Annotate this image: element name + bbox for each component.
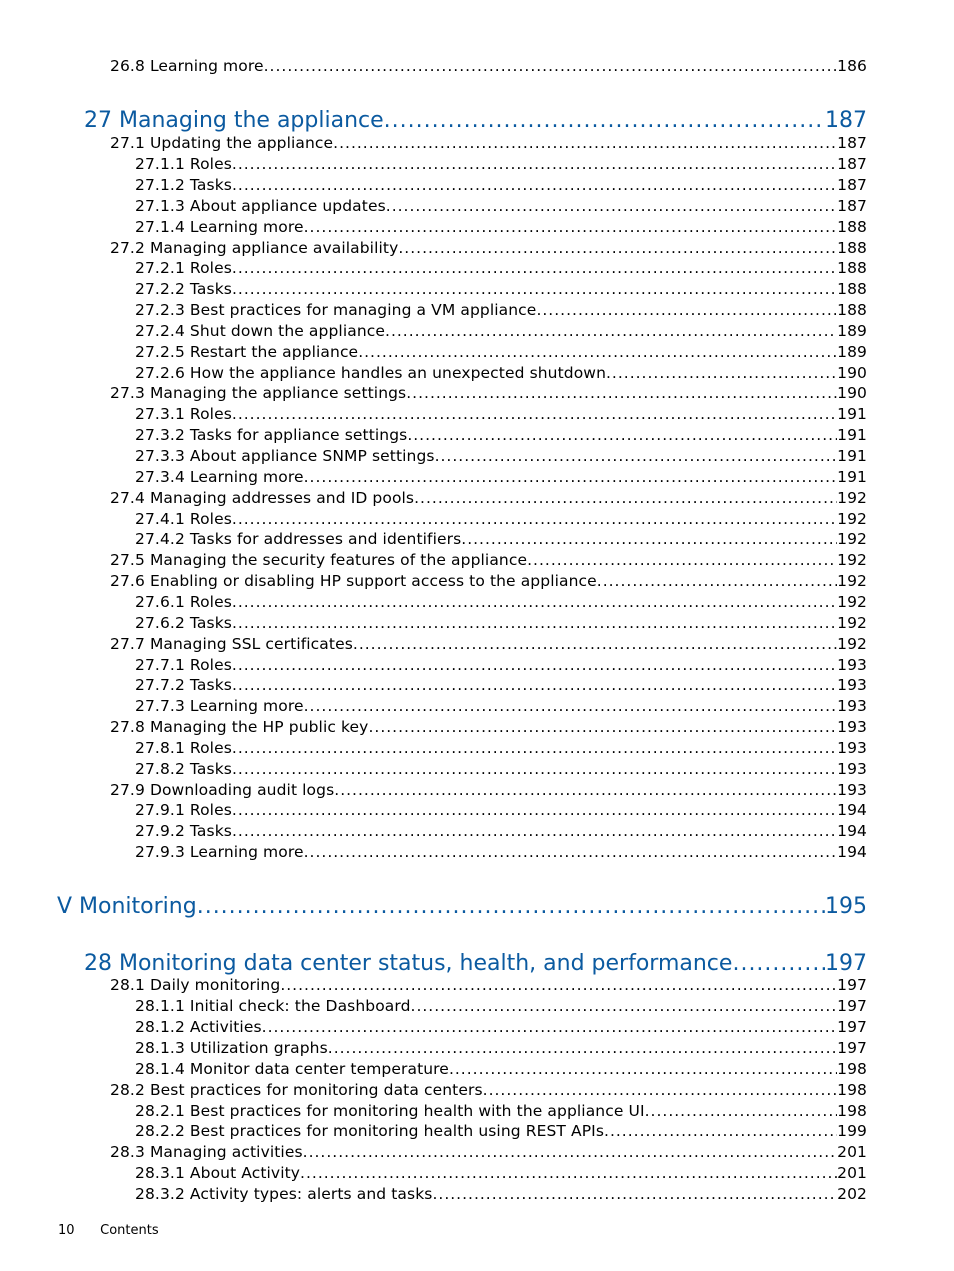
toc-entry-title: 27.7 Managing SSL certificates: [110, 635, 353, 653]
toc-entry-title: 26.8 Learning more: [110, 57, 264, 75]
dot-leader: [328, 1038, 837, 1058]
toc-entry-page: 189: [837, 343, 867, 361]
toc-entry-title: 27.1.3 About appliance updates: [135, 197, 386, 215]
dot-leader: [536, 300, 837, 320]
toc-entry-title: 27.8 Managing the HP public key: [110, 718, 369, 736]
toc-entry-title: 27.2.5 Restart the appliance: [135, 343, 359, 361]
toc-entry[interactable]: [110, 550, 867, 570]
toc-entry-page: 187: [837, 155, 867, 173]
toc-entry-title: 27.6.1 Roles: [135, 593, 232, 611]
toc-entry-title: 27.3.1 Roles: [135, 405, 232, 423]
dot-leader: [461, 529, 837, 549]
toc-entry-page: 192: [837, 530, 867, 548]
dot-leader: [232, 592, 837, 612]
dot-leader: [304, 467, 838, 487]
toc-entry-title: 27.2.6 How the appliance handles an unexpected shutdown: [135, 364, 606, 382]
toc-entry[interactable]: [110, 975, 867, 995]
dot-leader: [232, 279, 837, 299]
toc-entry-page: 188: [837, 218, 867, 236]
dot-leader: [232, 759, 837, 779]
toc-entry[interactable]: [135, 738, 867, 758]
toc-entry-title: 27.2.2 Tasks: [135, 280, 232, 298]
toc-entry-title: 27.8.2 Tasks: [135, 760, 232, 778]
toc-entry-page: 202: [837, 1185, 867, 1203]
toc-entry-page: 192: [837, 572, 867, 590]
toc-entry-title: 28.1.1 Initial check: the Dashboard: [135, 997, 411, 1015]
dot-leader: [386, 196, 837, 216]
dot-leader: [232, 675, 837, 695]
dot-leader: [303, 1142, 837, 1162]
toc-entry-page: 187: [837, 197, 867, 215]
toc-entry-title: 27.6.2 Tasks: [135, 614, 232, 632]
dot-leader: [300, 1163, 837, 1183]
toc-entry-page: 193: [837, 676, 867, 694]
toc-entry[interactable]: [135, 1038, 867, 1058]
footer-page-number: 10: [58, 1223, 75, 1238]
toc-entry-page: 195: [825, 894, 867, 919]
toc-entry-title: 28.2.2 Best practices for monitoring health using REST APIs: [135, 1122, 605, 1140]
toc-entry[interactable]: [84, 950, 867, 978]
toc-entry-title: 28.3.1 About Activity: [135, 1164, 301, 1182]
toc-entry-title: 27.1 Updating the appliance: [110, 134, 334, 152]
dot-leader: [197, 893, 825, 921]
toc-entry-page: 192: [837, 551, 867, 569]
toc-entry-page: 188: [837, 301, 867, 319]
toc-entry[interactable]: [135, 759, 867, 779]
toc-entry[interactable]: [110, 1080, 867, 1100]
toc-entry[interactable]: [135, 592, 867, 612]
toc-entry[interactable]: [135, 696, 867, 716]
toc-entry-title: 27.3 Managing the appliance settings: [110, 384, 407, 402]
toc-entry[interactable]: [135, 404, 867, 424]
toc-entry-page: 201: [837, 1164, 867, 1182]
toc-entry-title: 27.3.3 About appliance SNMP settings: [135, 447, 435, 465]
toc-entry[interactable]: [135, 363, 867, 383]
dot-leader: [597, 571, 837, 591]
dot-leader: [358, 342, 837, 362]
toc-entry-page: 201: [837, 1143, 867, 1161]
toc-entry-page: 191: [837, 447, 867, 465]
toc-entry[interactable]: [135, 446, 867, 466]
toc-entry[interactable]: [135, 175, 867, 195]
toc-entry-page: 199: [837, 1122, 867, 1140]
dot-leader: [385, 321, 837, 341]
toc-entry-title: 27.5 Managing the security features of the appliance: [110, 551, 528, 569]
toc-entry-page: 198: [837, 1102, 867, 1120]
toc-entry-page: 187: [837, 176, 867, 194]
toc-entry-page: 194: [837, 843, 867, 861]
toc-entry-page: 193: [837, 739, 867, 757]
toc-entry[interactable]: [110, 56, 867, 76]
toc-entry-title: 27.9.2 Tasks: [135, 822, 232, 840]
toc-entry-title: 27.7.1 Roles: [135, 656, 232, 674]
toc-entry-title: 28.1 Daily monitoring: [110, 976, 281, 994]
toc-entry-title: 27.4.2 Tasks for addresses and identifiers: [135, 530, 462, 548]
dot-leader: [414, 488, 837, 508]
toc-entry[interactable]: [135, 321, 867, 341]
dot-leader: [304, 217, 838, 237]
toc-entry-page: 197: [837, 1018, 867, 1036]
toc-entry[interactable]: [135, 675, 867, 695]
toc-entry-title: 27 Managing the appliance: [84, 108, 384, 133]
toc-entry-title: 27.3.4 Learning more: [135, 468, 304, 486]
toc-entry-title: 27.6 Enabling or disabling HP support access to the appliance: [110, 572, 597, 590]
dot-leader: [606, 363, 837, 383]
dot-leader: [232, 613, 837, 633]
toc-entry[interactable]: [135, 1101, 867, 1121]
toc-entry-title: 27.9.3 Learning more: [135, 843, 304, 861]
toc-entry-title: 28.3.2 Activity types: alerts and tasks: [135, 1185, 433, 1203]
toc-entry-title: 27.7.2 Tasks: [135, 676, 232, 694]
toc-entry-page: 193: [837, 718, 867, 736]
dot-leader: [304, 842, 838, 862]
toc-entry-title: V Monitoring: [57, 894, 197, 919]
toc-entry-title: 27.1.2 Tasks: [135, 176, 232, 194]
toc-entry-title: 27.2.3 Best practices for managing a VM appliance: [135, 301, 537, 319]
dot-leader: [732, 950, 825, 978]
dot-leader: [407, 425, 837, 445]
toc-entry-page: 191: [837, 405, 867, 423]
toc-entry-page: 198: [837, 1081, 867, 1099]
dot-leader: [232, 175, 837, 195]
toc-entry-title: 27.3.2 Tasks for appliance settings: [135, 426, 408, 444]
toc-entry-page: 194: [837, 822, 867, 840]
dot-leader: [334, 780, 837, 800]
toc-entry-title: 27.9.1 Roles: [135, 801, 232, 819]
toc-entry-page: 191: [837, 468, 867, 486]
toc-entry[interactable]: [135, 509, 867, 529]
toc-entry-title: 27.7.3 Learning more: [135, 697, 304, 715]
toc-entry-page: 197: [837, 997, 867, 1015]
dot-leader: [232, 821, 837, 841]
toc-entry-title: 27.2.1 Roles: [135, 259, 232, 277]
dot-leader: [232, 800, 837, 820]
dot-leader: [368, 717, 837, 737]
toc-entry[interactable]: [110, 717, 867, 737]
toc-entry[interactable]: [135, 821, 867, 841]
dot-leader: [604, 1121, 837, 1141]
toc-entry[interactable]: [135, 613, 867, 633]
dot-leader: [262, 1017, 837, 1037]
toc-entry[interactable]: [135, 996, 867, 1016]
toc-entry-page: 197: [837, 1039, 867, 1057]
toc-entry-title: 28 Monitoring data center status, health, and performance: [84, 951, 733, 976]
toc-entry-title: 27.2 Managing appliance availability: [110, 239, 399, 257]
toc-entry-title: 28.1.3 Utilization graphs: [135, 1039, 328, 1057]
toc-entry[interactable]: [110, 133, 867, 153]
toc-entry-title: 28.1.2 Activities: [135, 1018, 262, 1036]
toc-entry-title: 28.2 Best practices for monitoring data centers: [110, 1081, 483, 1099]
dot-leader: [406, 383, 837, 403]
dot-leader: [435, 446, 838, 466]
toc-entry-title: 27.1.1 Roles: [135, 155, 232, 173]
toc-entry[interactable]: [110, 488, 867, 508]
toc-entry[interactable]: [135, 154, 867, 174]
dot-leader: [353, 634, 837, 654]
toc-entry[interactable]: [135, 800, 867, 820]
toc-entry[interactable]: [135, 300, 867, 320]
toc-entry-page: 197: [825, 951, 867, 976]
toc-entry[interactable]: [110, 383, 867, 403]
toc-entry[interactable]: [135, 529, 867, 549]
toc-entry-title: 27.2.4 Shut down the appliance: [135, 322, 386, 340]
toc-entry[interactable]: [57, 893, 867, 921]
toc-entry-title: 28.2.1 Best practices for monitoring health with the appliance UI: [135, 1102, 645, 1120]
toc-entry-title: 28.1.4 Monitor data center temperature: [135, 1060, 449, 1078]
toc-entry[interactable]: [135, 1017, 867, 1037]
toc-entry[interactable]: [110, 780, 867, 800]
toc-entry-title: 27.9 Downloading audit logs: [110, 781, 335, 799]
toc-entry[interactable]: [135, 279, 867, 299]
toc-entry-page: 186: [837, 57, 867, 75]
toc-entry-title: 28.3 Managing activities: [110, 1143, 303, 1161]
toc-entry[interactable]: [110, 571, 867, 591]
toc-entry-page: 188: [837, 280, 867, 298]
toc-entry-title: 27.4.1 Roles: [135, 510, 232, 528]
dot-leader: [232, 655, 837, 675]
toc-entry[interactable]: [110, 238, 867, 258]
dot-leader: [483, 1080, 837, 1100]
dot-leader: [432, 1184, 837, 1204]
toc-entry[interactable]: [135, 1184, 867, 1204]
toc-entry[interactable]: [135, 1163, 867, 1183]
toc-entry[interactable]: [110, 634, 867, 654]
dot-leader: [398, 238, 837, 258]
dot-leader: [232, 154, 837, 174]
toc-entry-page: 190: [837, 364, 867, 382]
toc-entry-page: 187: [825, 108, 867, 133]
toc-entry-page: 193: [837, 656, 867, 674]
footer-section-title: Contents: [100, 1223, 159, 1238]
dot-leader: [264, 56, 838, 76]
toc-entry-title: 27.8.1 Roles: [135, 739, 232, 757]
toc-entry[interactable]: [135, 842, 867, 862]
toc-entry-page: 189: [837, 322, 867, 340]
dot-leader: [384, 107, 825, 135]
toc-entry-page: 192: [837, 614, 867, 632]
toc-entry-page: 188: [837, 259, 867, 277]
toc-entry-page: 197: [837, 976, 867, 994]
toc-entry-page: 187: [837, 134, 867, 152]
toc-entry[interactable]: [135, 1059, 867, 1079]
dot-leader: [232, 404, 837, 424]
toc-entry-title: 27.4 Managing addresses and ID pools: [110, 489, 415, 507]
toc-entry[interactable]: [135, 217, 867, 237]
dot-leader: [527, 550, 837, 570]
toc-entry[interactable]: [135, 1121, 867, 1141]
toc-entry[interactable]: [135, 655, 867, 675]
toc-entry[interactable]: [135, 342, 867, 362]
dot-leader: [411, 996, 838, 1016]
toc-entry-page: 192: [837, 489, 867, 507]
dot-leader: [333, 133, 837, 153]
toc-entry-page: 198: [837, 1060, 867, 1078]
toc-entry-page: 192: [837, 635, 867, 653]
toc-entry-page: 192: [837, 593, 867, 611]
dot-leader: [232, 738, 837, 758]
dot-leader: [449, 1059, 837, 1079]
toc-entry-page: 191: [837, 426, 867, 444]
dot-leader: [280, 975, 837, 995]
dot-leader: [232, 258, 837, 278]
toc-entry-title: 27.1.4 Learning more: [135, 218, 304, 236]
toc-entry[interactable]: [84, 107, 867, 135]
toc-entry-page: 188: [837, 239, 867, 257]
toc-entry-page: 193: [837, 760, 867, 778]
toc-entry[interactable]: [110, 1142, 867, 1162]
page-footer: [58, 1222, 159, 1240]
toc-entry-page: 192: [837, 510, 867, 528]
dot-leader: [304, 696, 838, 716]
toc-entry[interactable]: [135, 467, 867, 487]
toc-entry-page: 193: [837, 697, 867, 715]
toc-entry-page: 194: [837, 801, 867, 819]
dot-leader: [645, 1101, 837, 1121]
toc-entry[interactable]: [135, 425, 867, 445]
dot-leader: [232, 509, 837, 529]
toc-entry-page: 190: [837, 384, 867, 402]
toc-entry[interactable]: [135, 196, 867, 216]
toc-entry-page: 193: [837, 781, 867, 799]
toc-entry[interactable]: [135, 258, 867, 278]
